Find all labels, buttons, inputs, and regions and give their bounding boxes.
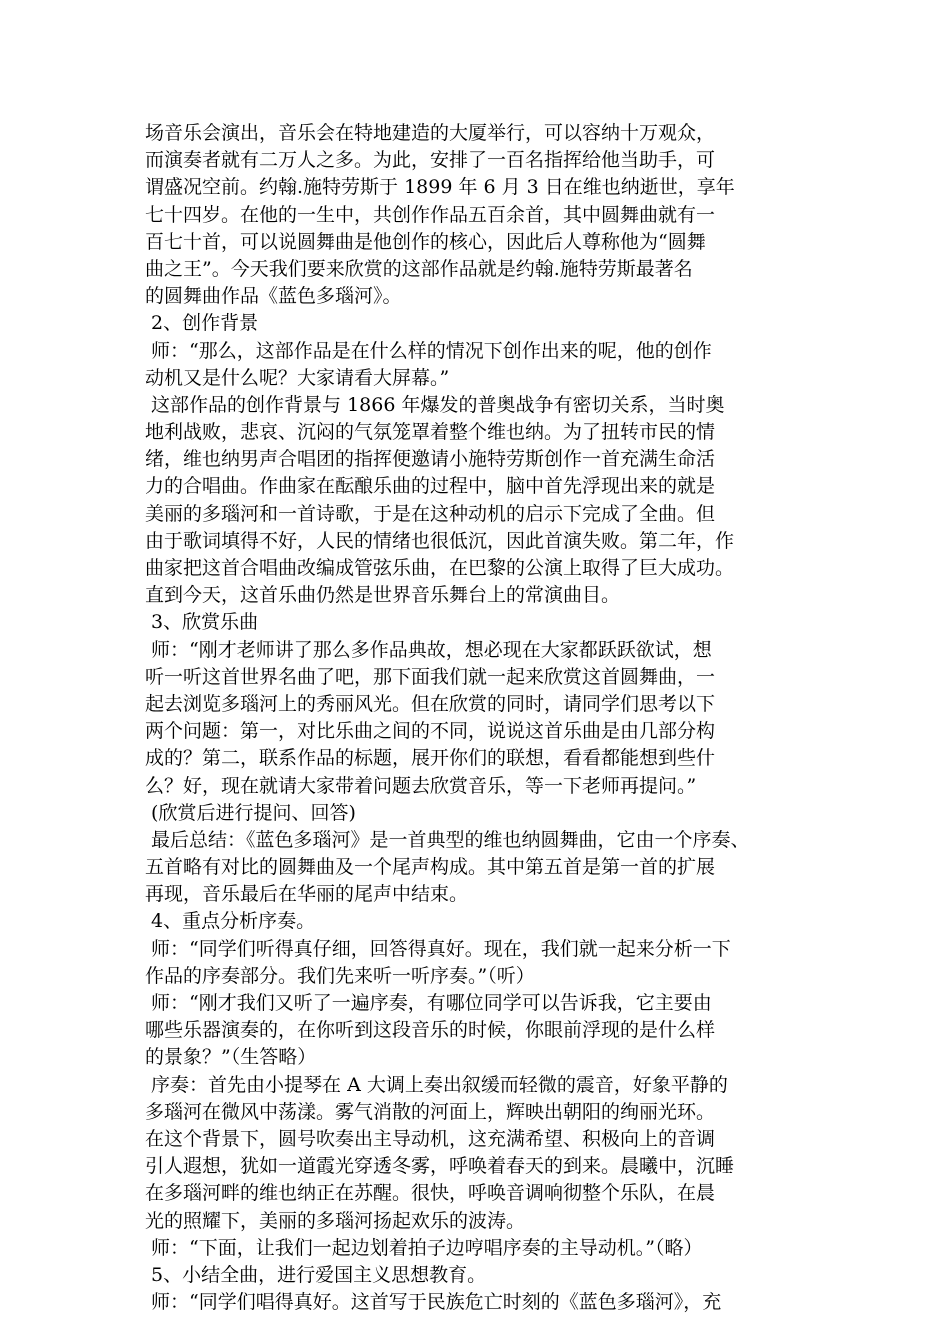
text-line: 美丽的多瑙河和一首诗歌，于是在这种动机的启示下完成了全曲。但 [145, 502, 716, 525]
text-line: 在多瑙河畔的维也纳正在苏醒。很快，呼唤音调响彻整个乐队，在晨 [145, 1182, 716, 1205]
text-line: 多瑙河在微风中荡漾。雾气消散的河面上，辉映出朝阳的绚丽光环。 [145, 1100, 716, 1123]
text-line: 引人遐想，犹如一道霞光穿透冬雾，呼唤着春天的到来。晨曦中，沉睡 [145, 1155, 735, 1178]
text-line: 么？好，现在就请大家带着问题去欣赏音乐，等一下老师再提问。” [145, 774, 697, 797]
text-line: 3、欣赏乐曲 [145, 611, 259, 634]
text-line: 作品的序奏部分。我们先来听一听序奏。”（听） [145, 964, 535, 987]
text-line: 师：“刚才我们又听了一遍序奏，有哪位同学可以告诉我，它主要由 [145, 992, 712, 1014]
text-line: 师：“下面，让我们一起边划着拍子边哼唱序奏的主导动机。”（略） [145, 1236, 703, 1259]
text-line: 力的合唱曲。作曲家在酝酿乐曲的过程中，脑中首先浮现出来的就是 [145, 475, 716, 498]
text-line: 百七十首，可以说圆舞曲是他创作的核心，因此后人尊称他为“圆舞 [145, 230, 706, 253]
text-line: 最后总结：《蓝色多瑙河》是一首典型的维也纳圆舞曲，它由一个序奏、 [145, 828, 750, 851]
text-line: 师：“那么，这部作品是在什么样的情况下创作出来的呢，他的创作 [145, 339, 712, 362]
text-line: 而演奏者就有二万人之多。为此，安排了一百名指挥给他当助手，可 [145, 149, 716, 172]
text-line: 直到今天，这首乐曲仍然是世界音乐舞台上的常演曲目。 [145, 584, 621, 607]
text-line: 哪些乐器演奏的，在你听到这段音乐的时候，你眼前浮现的是什么样 [145, 1019, 716, 1042]
text-line: 2、创作背景 [145, 312, 259, 335]
text-line: 曲之王”。今天我们要来欣赏的这部作品就是约翰.施特劳斯最著名 [145, 257, 693, 280]
document-body [145, 120, 815, 1316]
text-line: 曲家把这首合唱曲改编成管弦乐曲，在巴黎的公演上取得了巨大成功。 [145, 557, 735, 579]
text-line: 由于歌词填得不好，人民的情绪也很低沉，因此首演失败。第二年，作 [145, 529, 735, 552]
text-line: 这部作品的创作背景与 1866 年爆发的普奥战争有密切关系，当时奥 [145, 393, 725, 416]
text-line: 谓盛况空前。约翰.施特劳斯于 1899 年 6 月 3 日在维也纳逝世，享年 [145, 176, 735, 199]
text-line: 的圆舞曲作品《蓝色多瑙河》。 [145, 285, 402, 308]
text-line: (欣赏后进行提问、回答) [145, 801, 356, 824]
text-line: 场音乐会演出，音乐会在特地建造的大厦举行，可以容纳十万观众， [145, 122, 716, 144]
text-line: 序奏：首先由小提琴在 A 大调上奏出叙缓而轻微的震音，好象平静的 [145, 1073, 728, 1096]
text-line: 光的照耀下，美丽的多瑙河扬起欢乐的波涛。 [145, 1209, 526, 1232]
text-line: 七十四岁。在他的一生中，共创作作品五百余首，其中圆舞曲就有一 [145, 203, 716, 226]
text-line: 起去浏览多瑙河上的秀丽风光。但在欣赏的同时，请同学们思考以下 [145, 692, 716, 715]
text-line: 的景象？”（生答略） [145, 1046, 317, 1069]
text-line: 在这个背景下，圆号吹奏出主导动机，这充满希望、积极向上的音调 [145, 1127, 716, 1150]
text-line: 听一听这首世界名曲了吧，那下面我们就一起来欣赏这首圆舞曲，一 [145, 665, 716, 688]
text-line: 师：“同学们唱得真好。这首写于民族危亡时刻的《蓝色多瑙河》，充 [145, 1291, 722, 1314]
text-line: 绪，维也纳男声合唱团的指挥便邀请小施特劳斯创作一首充满生命活 [145, 448, 716, 471]
text-line: 4、重点分析序奏。 [145, 910, 316, 933]
text-line: 成的？第二，联系作品的标题，展开你们的联想，看看都能想到些什 [145, 747, 716, 770]
text-line: 动机又是什么呢？大家请看大屏幕。” [145, 366, 450, 389]
text-line: 再现，音乐最后在华丽的尾声中结束。 [145, 883, 469, 906]
text-line: 师：“同学们听得真仔细，回答得真好。现在，我们就一起来分析一下 [145, 937, 731, 960]
text-line: 地利战败，悲哀、沉闷的气氛笼罩着整个维也纳。为了扭转市民的情 [145, 421, 716, 444]
text-line: 五首略有对比的圆舞曲及一个尾声构成。其中第五首是第一首的扩展 [145, 856, 716, 879]
text-line: 师：“刚才老师讲了那么多作品典故，想必现在大家都跃跃欲试，想 [145, 638, 712, 661]
text-line: 两个问题：第一，对比乐曲之间的不同，说说这首乐曲是由几部分构 [145, 720, 716, 743]
text-line: 5、小结全曲，进行爱国主义思想教育。 [145, 1263, 487, 1286]
